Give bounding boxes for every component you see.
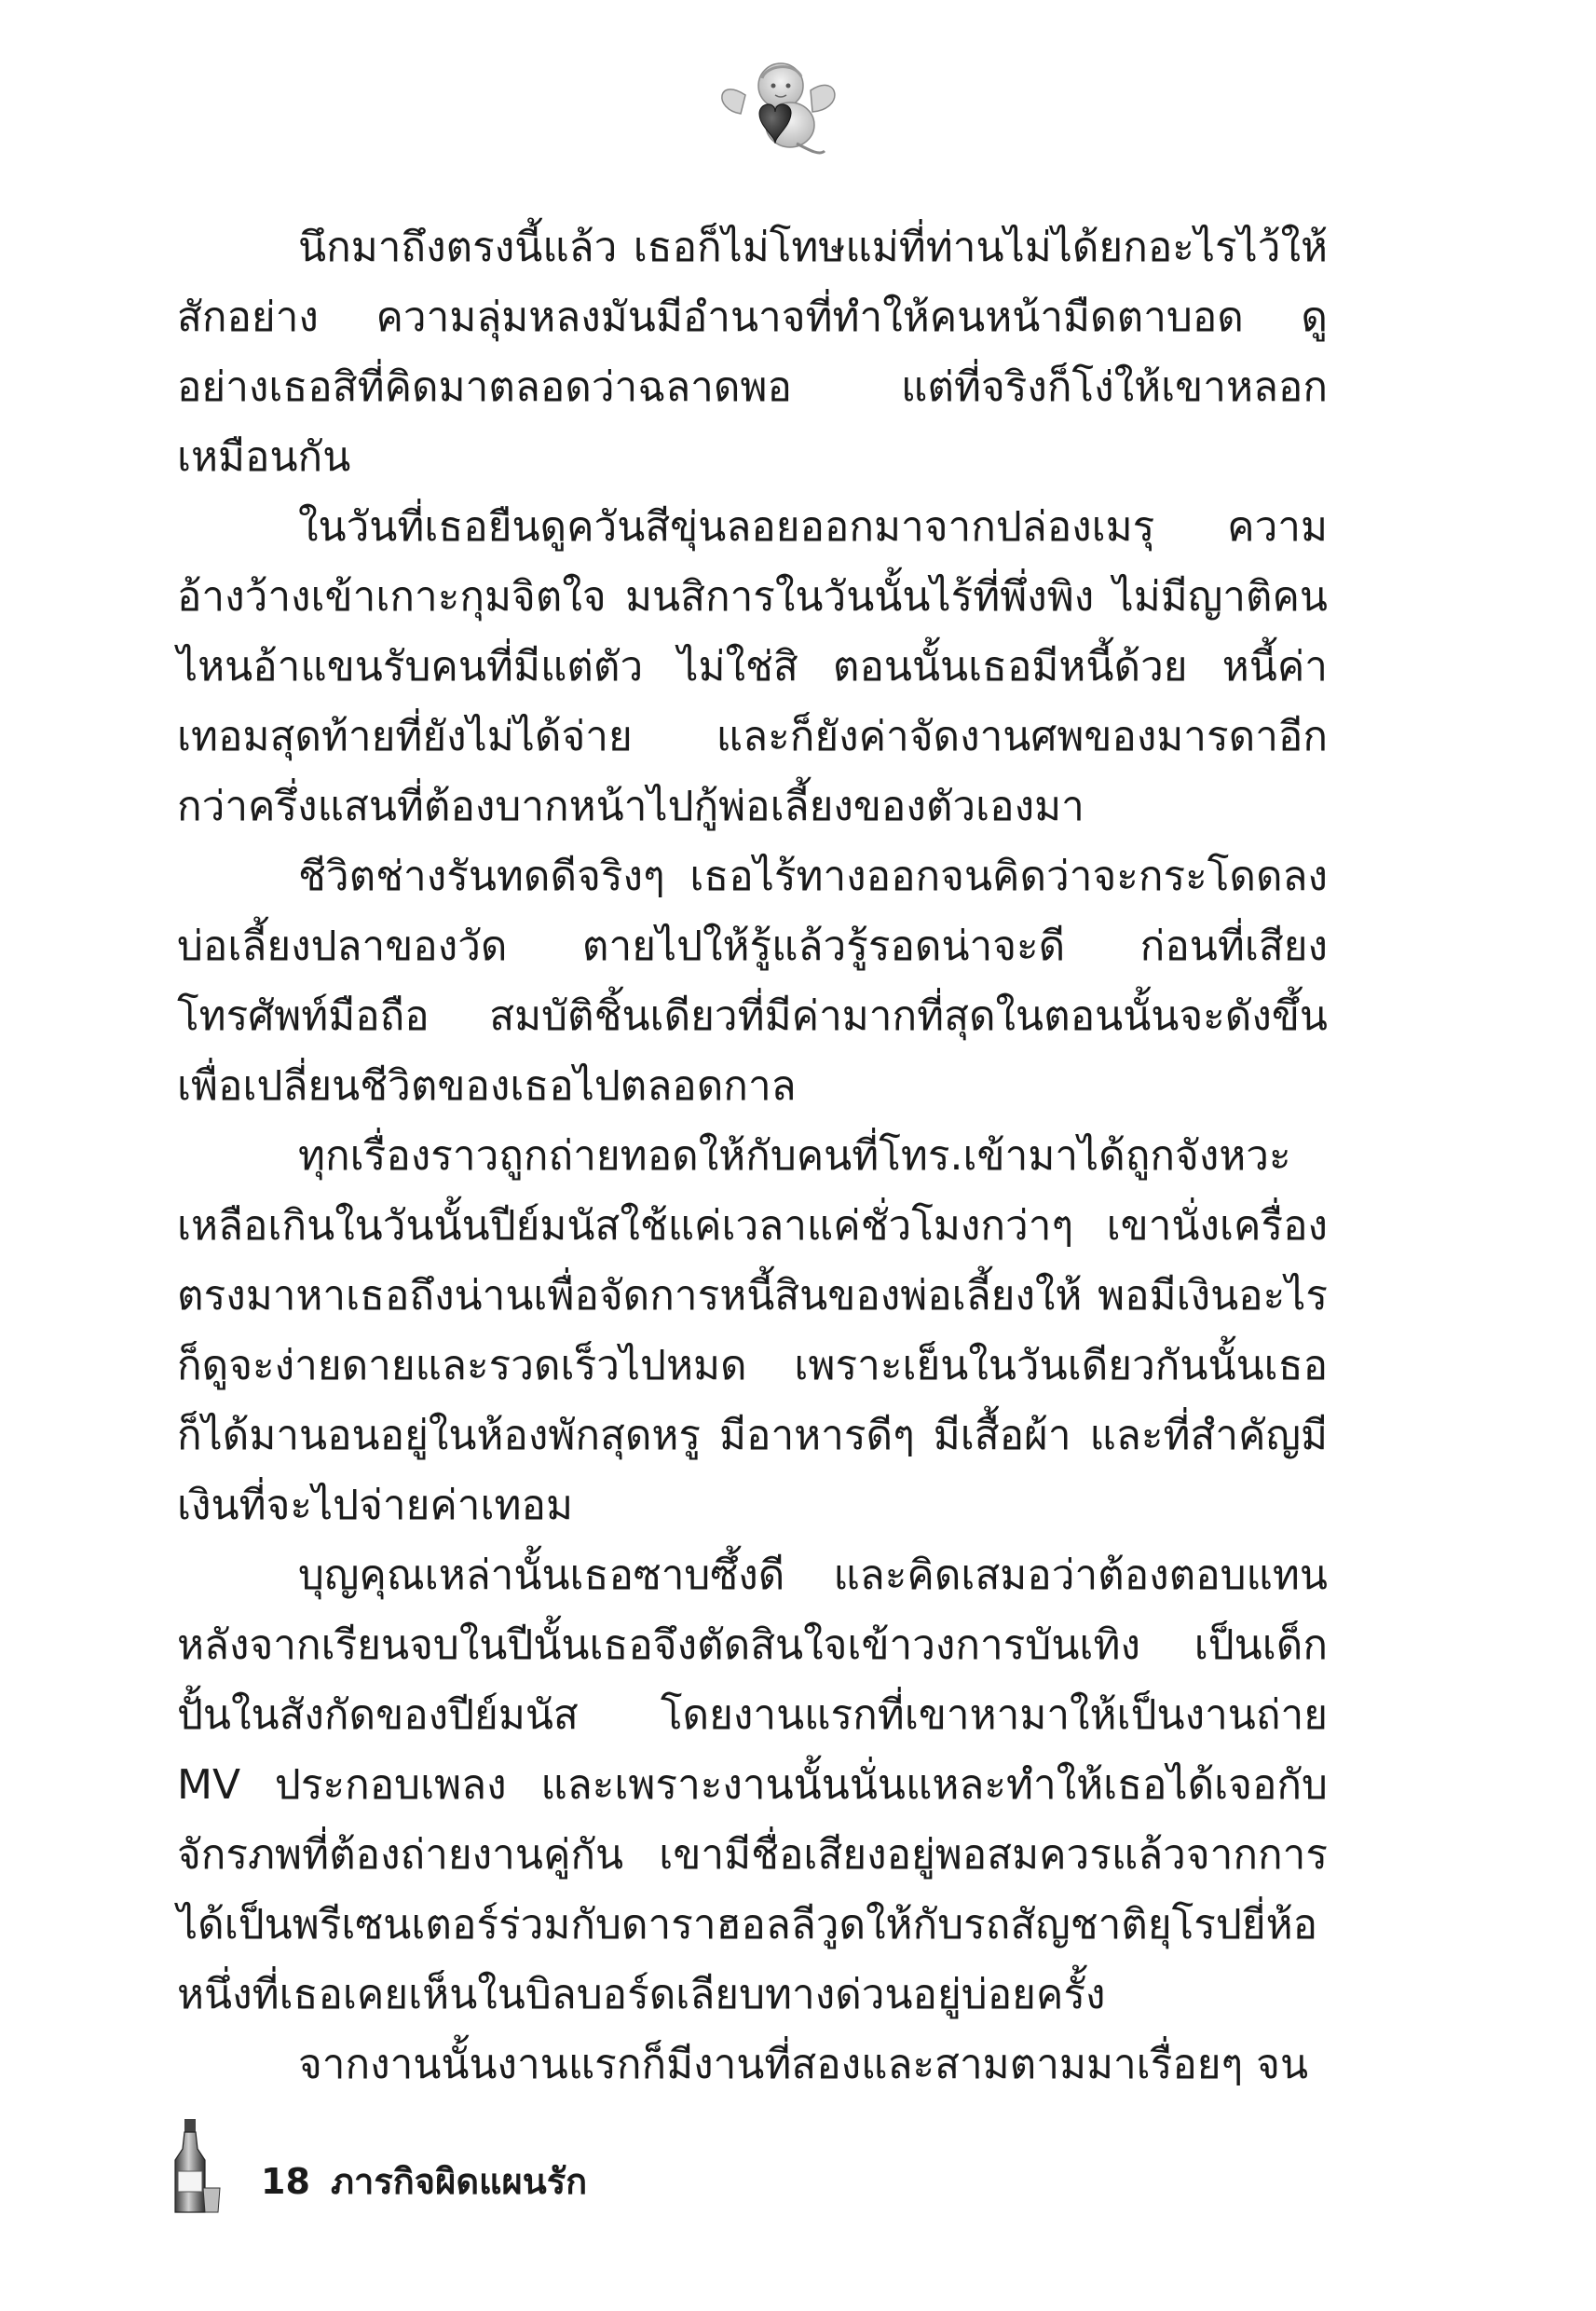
page-footer bbox=[168, 2115, 820, 2218]
book-title: ภารกิจผิดแผนรัก bbox=[331, 2161, 588, 2202]
paragraph: ชีวิตช่างรันทดดีจริงๆ เธอไร้ทางออกจนคิดว่าจะกระโดดลงบ่อเลี้ยงปลาของวัด ตายไปให้รู้แล้วรู้รอดน่าจะดี ก่อนที่เสียงโทรศัพท์มือถือ สมบัติชิ้นเดียวที่มีค่ามากที่สุดในตอนนั้นจะดังขึ้นเพื่อเปลี่ยนชีวิตของเธอไปตลอดกาล bbox=[177, 853, 1328, 1110]
paragraph: บุญคุณเหล่านั้นเธอซาบซึ้งดี และคิดเสมอว่าต้องตอบแทนหลังจากเรียนจบในปีนั้นเธอจึงตัดสินใจเข้าวงการบันเทิง เป็นเด็กปั้นในสังกัดของปีย์มนัส โดยงานแรกที่เขาหามาให้เป็นงานถ่าย MV ประกอบเพลง และเพราะงานนั้นนั่นแหละทำให้เธอได้เจอกับจักรภพที่ต้องถ่ายงานคู่กัน เขามีชื่อเสียงอยู่พอสมควรแล้วจากการได้เป็นพรีเซนเตอร์ร่วมกับดาราฮอลลีวูดให้กับรถสัญชาติยุโรปยี่ห้อหนึ่งที่เธอเคยเห็นในบิลบอร์ดเลียบทางด่วนอยู่บ่อยครั้ง bbox=[177, 1552, 1328, 2018]
paragraph: นึกมาถึงตรงนี้แล้ว เธอก็ไม่โทษแม่ที่ท่านไม่ได้ยกอะไรไว้ให้สักอย่าง ความลุ่มหลงมันมีอำนาจที่ทำให้คนหน้ามืดตาบอด ดูอย่างเธอสิที่คิดมาตลอดว่าฉลาดพอ แต่ที่จริงก็โง่ให้เขาหลอกเหมือนกัน bbox=[177, 224, 1328, 481]
paragraph: ทุกเรื่องราวถูกถ่ายทอดให้กับคนที่โทร.เข้ามาได้ถูกจังหวะเหลือเกินในวันนั้นปีย์มนัสใช้แค่เวลาแค่ชั่วโมงกว่าๆ เขานั่งเครื่องตรงมาหาเธอถึงน่านเพื่อจัดการหนี้สินของพ่อเลี้ยงให้ พอมีเงินอะไรก็ดูจะง่ายดายและรวดเร็วไปหมด เพราะเย็นในวันเดียวกันนั้นเธอก็ได้มานอนอยู่ในห้องพักสุดหรู มีอาหารดีๆ มีเสื้อผ้า และที่สำคัญมีเงินที่จะไปจ่ายค่าเทอม bbox=[177, 1132, 1328, 1529]
bottle-glass-icon bbox=[168, 2115, 224, 2218]
paragraph: ในวันที่เธอยืนดูควันสีขุ่นลอยออกมาจากปล่องเมรุ ความอ้างว้างเข้าเกาะกุมจิตใจ มนสิการในวันนั้นไร้ที่พึ่งพิง ไม่มีญาติคนไหนอ้าแขนรับคนที่มีแต่ตัว ไม่ใช่สิ ตอนนั้นเธอมีหนี้ด้วย หนี้ค่าเทอมสุดท้ายที่ยังไม่ได้จ่าย และก็ยังค่าจัดงานศพของมารดาอีกกว่าครึ่งแสนที่ต้องบากหน้าไปกู้พ่อเลี้ยงของตัวเองมา bbox=[177, 503, 1328, 830]
cupid-heart-icon bbox=[708, 58, 848, 170]
paragraph: จากงานนั้นงานแรกก็มีงานที่สองและสามตามมาเรื่อยๆ จน bbox=[298, 2041, 1309, 2088]
body-text bbox=[177, 212, 1328, 2099]
page-number: 18 bbox=[261, 2161, 310, 2202]
